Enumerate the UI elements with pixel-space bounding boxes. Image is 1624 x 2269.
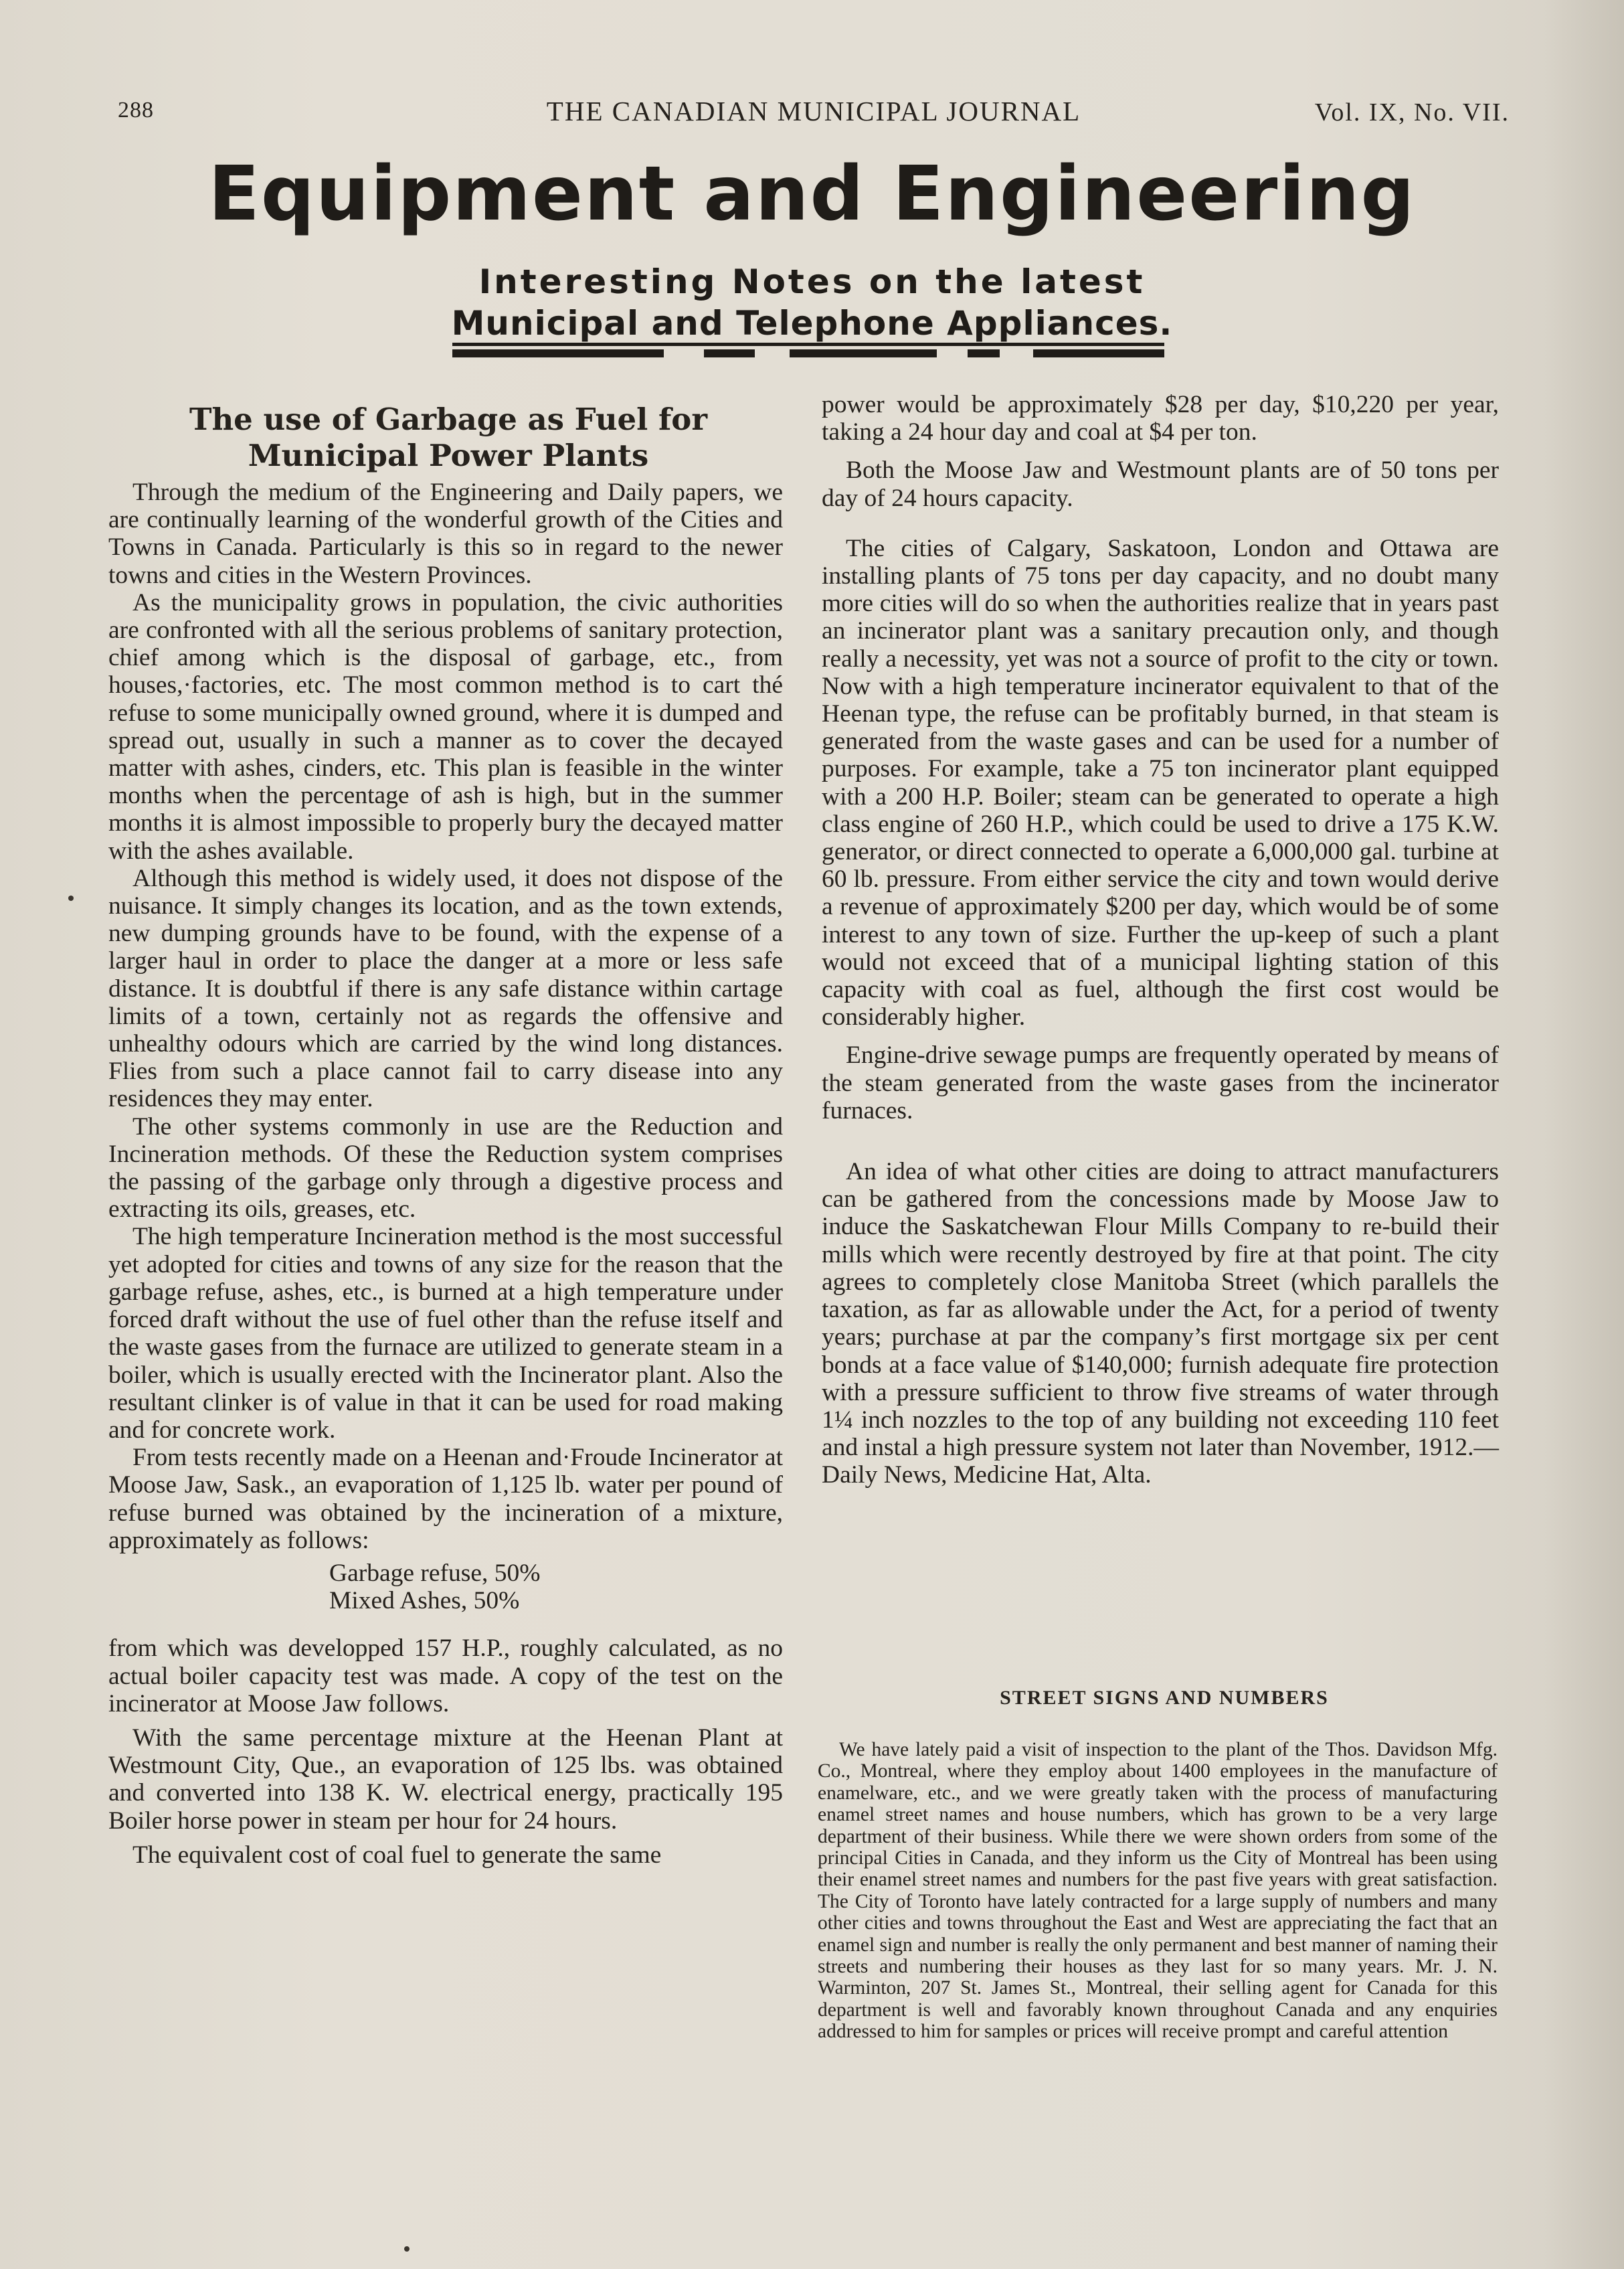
mixture-item: Mixed Ashes, 50% (329, 1587, 520, 1615)
right-column (822, 391, 1499, 1489)
dash (704, 349, 755, 357)
paragraph: The other systems commonly in use are the Reduction and Incineration methods. Of these the Reduction system comprises the passing of the garbage only through a digestive process and extracting its oils, greases, etc. (108, 1112, 783, 1224)
street-signs-headline: STREET SIGNS AND NUMBERS (1000, 1687, 1329, 1709)
section-subtitle-line2: Municipal and Telephone Appliances. (451, 304, 1173, 343)
section-title: Equipment and Engineering (208, 151, 1416, 238)
running-header (118, 95, 1510, 135)
print-speck (68, 896, 74, 901)
paragraph: With the same percentage mixture at the Heenan Plant at Westmount City, Que., an evaporation of 125 lbs. was obtained and converted into 138 K. W. electrical energy, practically 195 Boiler horse power in steam per hour for 24 hours. (108, 1724, 783, 1835)
paragraph: from which was developped 157 H.P., roughly calculated, as no actual boiler capacity test was made. A copy of the test on the incinerator at Moose Jaw follows. (108, 1634, 783, 1717)
paragraph: Both the Moose Jaw and Westmount plants are of 50 tons per day of 24 hours capacity. (822, 456, 1499, 512)
print-speck (404, 2246, 410, 2252)
dash (1033, 349, 1164, 357)
street-signs-article (818, 1739, 1498, 2043)
section-subtitle-line1: Interesting Notes on the latest (478, 262, 1146, 301)
paragraph: We have lately paid a visit of inspection to the plant of the Thos. Davidson Mfg. Co., Montreal, where they employ about 1400 employees in the manufacture of enamelware, etc., and we were greatly taken with the process of manufacturing enamel street names and house numbers, which has grown to be a very large department of their business. While there we were shown orders from some of the principal Cities in Canada, and they inform us the City of Montreal has been using their enamel street names and numbers for the past five years with great satisfaction. The City of Toronto have lately contracted for a large supply of numbers and many other cities and towns throughout the East and West are appreciating the fact that an enamel sign and number is really the only permanent and best manner of naming their streets and numbering their houses as they last for so many years. Mr. J. N. Warminton, 207 St. James St., Montreal, their selling agent for Canada for this department is well and favorably known throughout Canada and any enquiries addressed to him for samples or prices will receive prompt and careful attention (818, 1739, 1498, 2043)
subtitle-underline (452, 343, 1164, 346)
decorative-dash-rule (452, 349, 1164, 357)
dash (452, 349, 664, 357)
journal-title: THE CANADIAN MUNICIPAL JOURNAL (546, 96, 1081, 127)
paragraph: The high temperature Incineration method is the most successful yet adopted for cities and towns of any size for the reason that the garbage refuse, ashes, etc., is burned at a high temperature under forced draft without the use of fuel other than the refuse itself and the waste gases from the furnace are utilized to generate steam in a boiler, which is usually erected with the Incinerator plant. Also the resultant clinker is of value in that it can be used for road making and for concrete work. (108, 1223, 783, 1444)
paragraph: As the municipality grows in population, the civic authorities are confronted with all the serious problems of sanitary protection, chief among which is the disposal of garbage, etc., from houses,·factories, etc. The most common method is to cart thé refuse to some municipally owned ground, where it is dumped and spread out, usually in such a manner as to cover the decayed matter with ashes, cinders, etc. This plan is feasible in the winter months when the percentage of ash is high, but in the summer months it is almost impossible to properly bury the decayed matter with the ashes available. (108, 588, 783, 865)
volume-number: Vol. IX, No. VII. (1314, 98, 1510, 127)
paragraph: power would be approximately $28 per day, $10,220 per year, taking a 24 hour day and coal at $4 per ton. (822, 391, 1499, 446)
dash (968, 349, 1000, 357)
paragraph: From tests recently made on a Heenan and·Froude Incinerator at Moose Jaw, Sask., an evaporation of 1,125 lb. water per pound of refuse burned was obtained by the incineration of a mixture, approximately as follows: (108, 1444, 783, 1554)
paragraph: An idea of what other cities are doing to attract manufacturers can be gathered from the concessions made by Moose Jaw to induce the Saskatchewan Flour Mills Company to re-build their mills which were recently destroyed by fire at that point. The city agrees to completely close Manitoba Street (which parallels the taxation, as far as allowable under the Act, for a period of twenty years; purchase at par the company’s first mortgage six per cent bonds at a face value of $140,000; furnish adequate fire protection with a pressure sufficient to throw five streams of water through 1¼ inch nozzles to the top of any building not exceeding 110 feet and instal a high pressure system not later than November, 1912.—Daily News, Medicine Hat, Alta. (822, 1158, 1499, 1489)
paragraph: The cities of Calgary, Saskatoon, London and Ottawa are installing plants of 75 tons per day capacity, and no doubt many more cities will do so when the authorities realize that in years past an incinerator plant was a sanitary precaution only, and though really a necessity, yet was not a source of profit to the city or town. Now with a high temperature incinerator equivalent to that of the Heenan type, the refuse can be profitably burned, in that steam is generated from the waste gases and can be used for a number of purposes. For example, take a 75 ton incinerator plant equipped with a 200 H.P. Boiler; steam can be generated to operate a high class engine of 260 H.P., which could be used to drive a 175 K.W. generator, or direct connected to operate a 6,000,000 gal. turbine at 60 lb. pressure. From either service the city and town would derive a revenue of approximately $200 per day, which would be of some interest to any town of size. Further the up-keep of such a plant would not exceed that of a municipal lighting station of this capacity with coal as fuel, although the first cost would be considerably higher. (822, 534, 1499, 1031)
paragraph: The equivalent cost of coal fuel to generate the same (132, 1841, 662, 1869)
left-column (108, 479, 783, 1869)
mixture-list (108, 1560, 783, 1614)
article-headline: The use of Garbage as Fuel for Municipal Power Plants (189, 402, 708, 473)
page-number: 288 (118, 98, 154, 122)
paragraph: Through the medium of the Engineering and Daily papers, we are continually learning of the wonderful growth of the Cities and Towns in Canada. Particularly is this so in regard to the newer towns and cities in the Western Provinces. (108, 479, 783, 589)
paragraph: Although this method is widely used, it does not dispose of the nuisance. It simply changes its location, and as the town extends, new dumping grounds have to be found, with the expense of a larger haul in order to place the danger at a more or less safe distance. It is doubtful if there is any safe distance within cartage limits of a town, certainly not as regards the offensive and unhealthy odours which are carried by the wind long distances. Flies from such a place cannot fail to carry disease into any residences they may enter. (108, 864, 783, 1113)
mixture-item: Garbage refuse, 50% (329, 1559, 541, 1587)
dash (790, 349, 937, 357)
paragraph: Engine-drive sewage pumps are frequently operated by means of the steam generated from the waste gases from the incinerator furnaces. (822, 1041, 1499, 1124)
